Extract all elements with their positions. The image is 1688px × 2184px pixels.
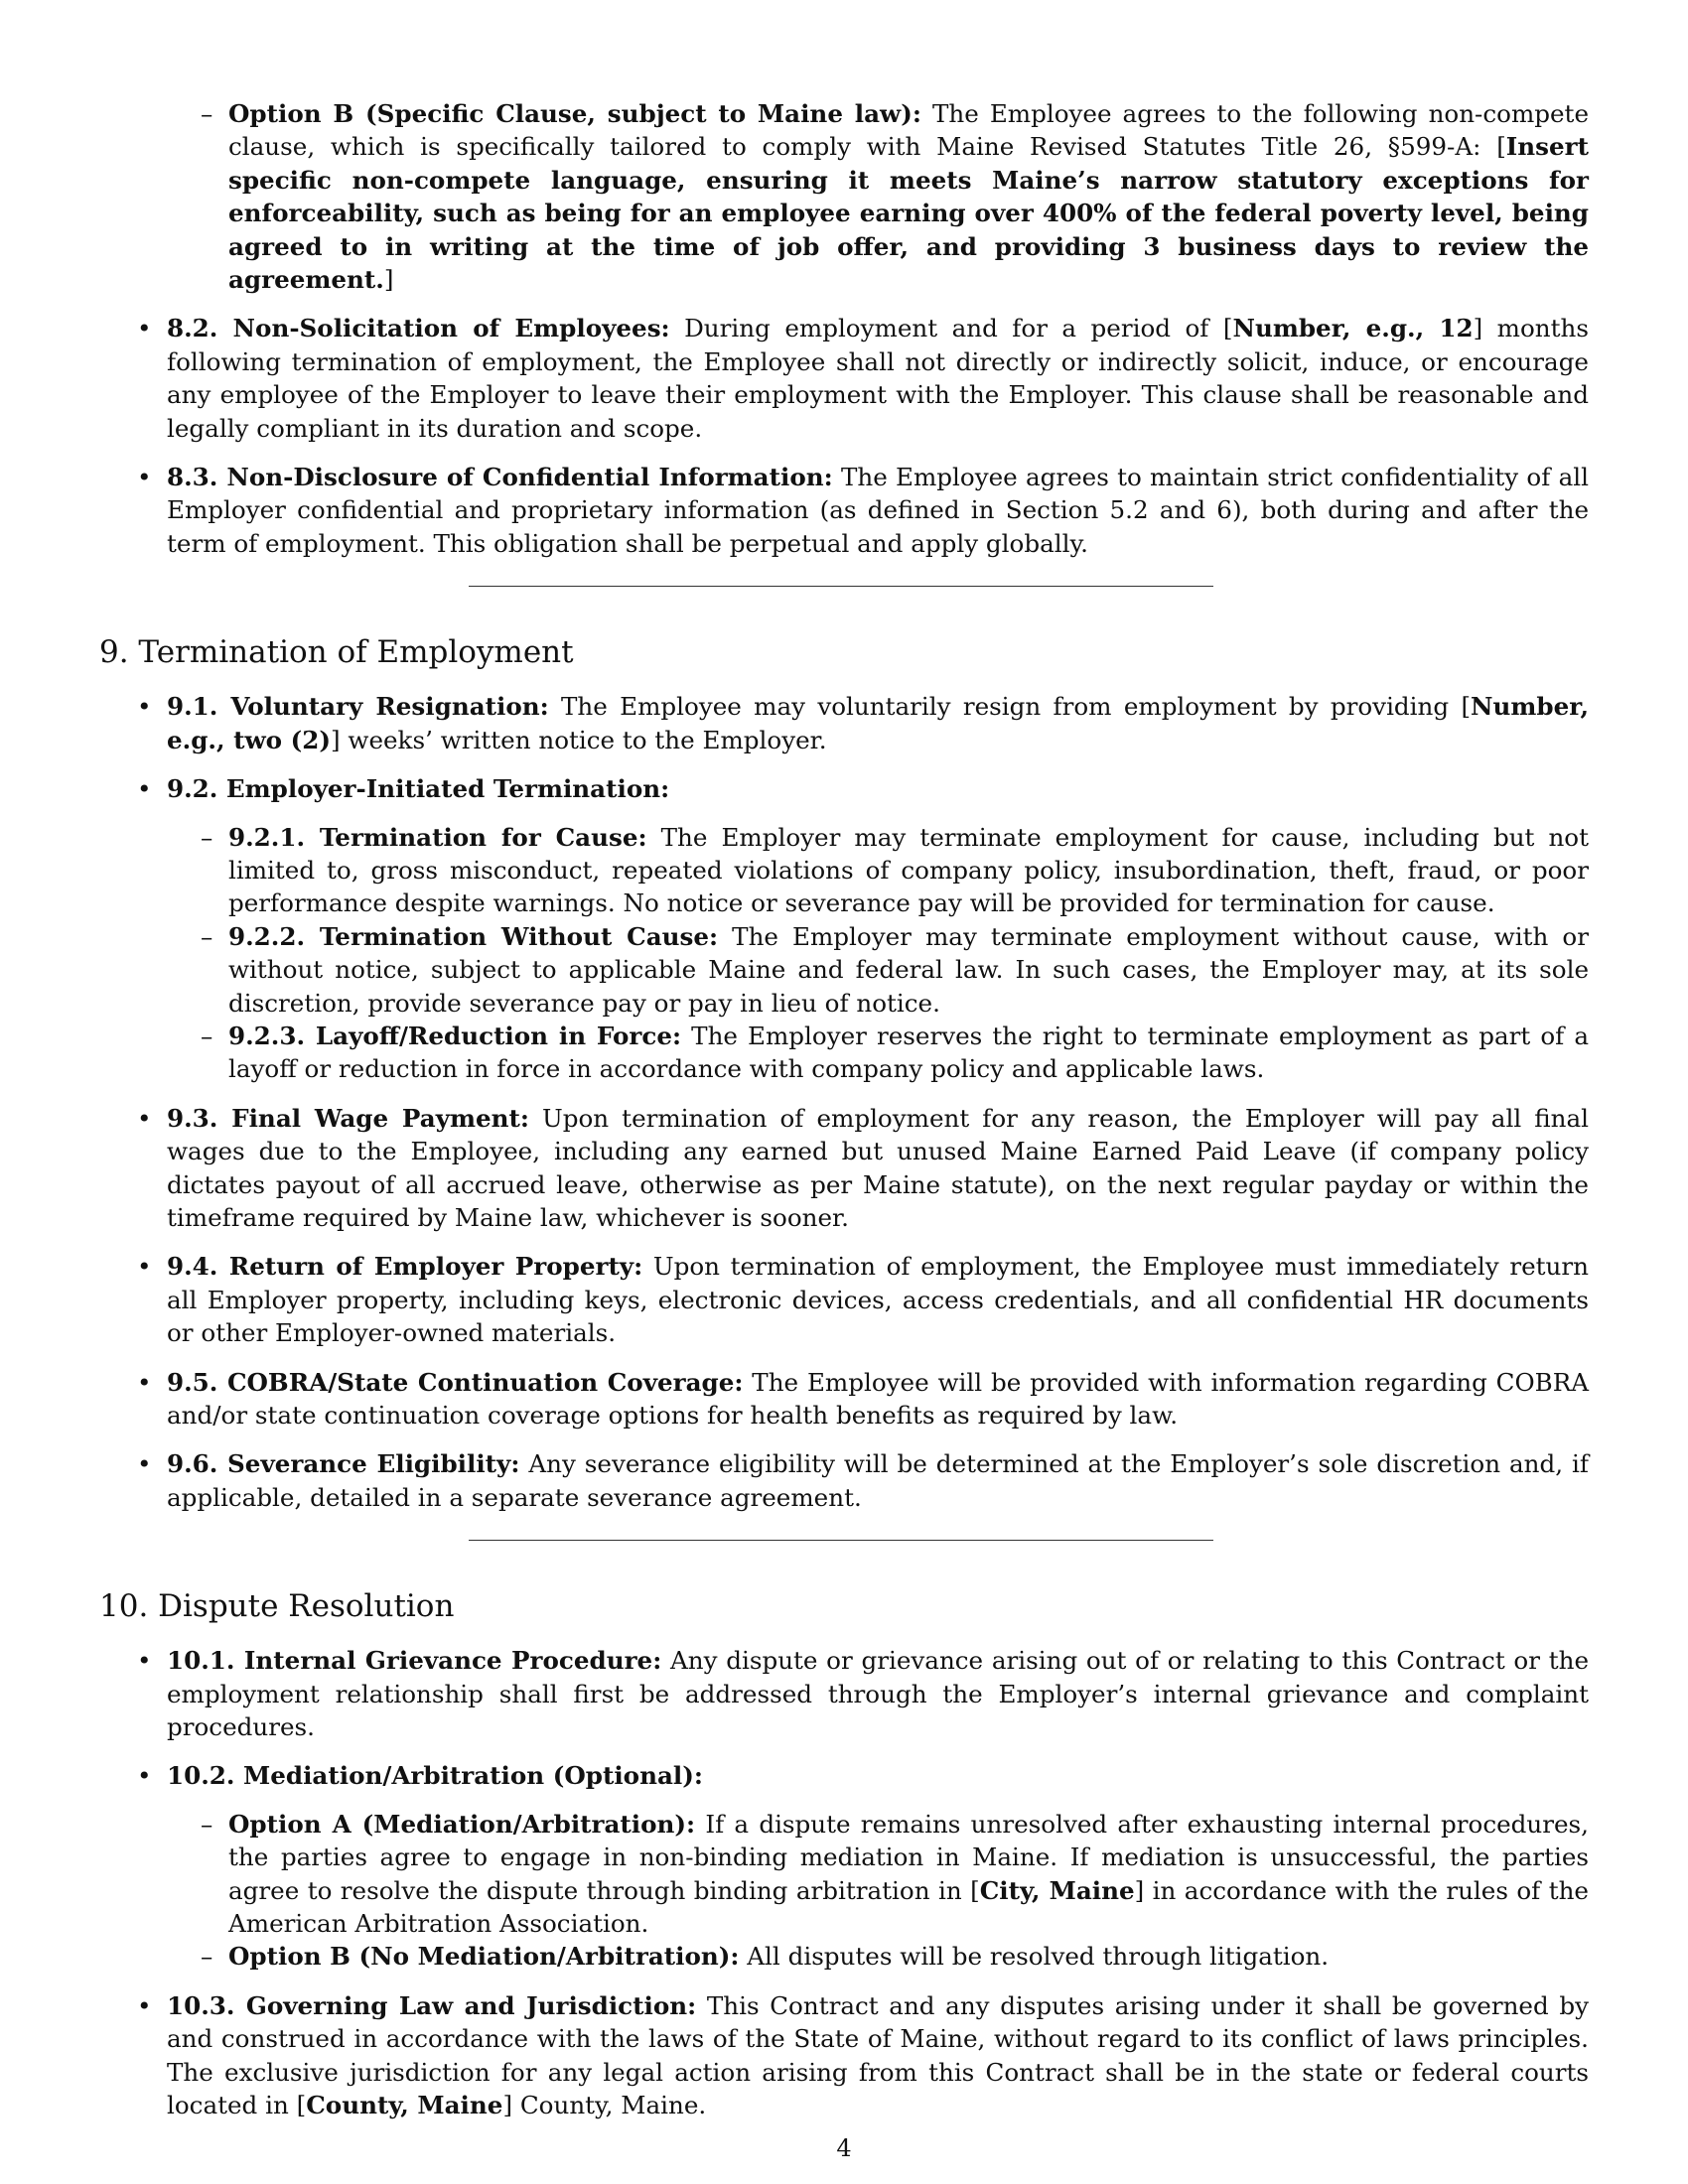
clause-label: 10.1. Internal Grievance Procedure: (167, 1646, 662, 1676)
clause-text: ] in accordance with the rules of the American Arbitration Association. (228, 1875, 1589, 1939)
clause-text: If a dispute remains unresolved after exhausting internal procedures, the parties agree to engage in non-binding mediation in Maine. If mediation is unsuccessful, the parties agree to resolve the dispute through binding arbitration in [ (228, 1809, 1589, 1905)
clause-label: Option A (Mediation/Arbitration): (228, 1809, 696, 1839)
clause-label: 9.5. COBRA/State Continuation Coverage: (167, 1367, 744, 1397)
clause-9-1 (99, 690, 1589, 756)
bullet-marker: • (137, 1103, 152, 1133)
dash-marker: – (201, 1021, 213, 1050)
page-number: 4 (836, 2134, 852, 2162)
clause-label: 9.2.1. Termination for Cause: (228, 822, 647, 852)
dash-marker: – (201, 99, 213, 128)
clause-label: 9.2.3. Layoff/Reduction in Force: (228, 1021, 682, 1050)
clause-9-2 (99, 772, 1589, 805)
clause-label: 9.1. Voluntary Resignation: (167, 692, 549, 722)
clause-text: The Employee will be provided with information regarding COBRA and/or state continuation coverage options for health benefits as required by law. (167, 1367, 1589, 1430)
clause-text: The Employer may terminate employment for cause, including but not limited to, gross misconduct, repeated violations of company policy, insubordination, theft, fraud, or poor performance despite warnings. No notice or severance pay will be provided for termination for cause. (228, 822, 1590, 918)
clause-10-1 (99, 1644, 1589, 1743)
document-page (99, 97, 1589, 2138)
clause-text: The Employer reserves the right to terminate employment as part of a layoff or reduction in force in accordance with company policy and applicable laws. (228, 1021, 1589, 1084)
dash-marker: – (201, 921, 213, 951)
bullet-marker: • (137, 1449, 152, 1479)
bullet-marker: • (137, 1252, 152, 1282)
bullet-marker: • (137, 1367, 152, 1397)
clause-bold-text: County, Maine (306, 2091, 503, 2120)
clause-text: Upon termination of employment, the Employee must immediately return all Employer property, including keys, electronic devices, access credentials, and all confidential HR documents or other Employer-owned materials. (167, 1252, 1589, 1348)
clause-text: Any dispute or grievance arising out of or relating to this Contract or the employment relationship shall first be addressed through the Employer’s internal grievance and complaint procedures. (167, 1646, 1589, 1742)
dash-marker: – (201, 1809, 213, 1839)
clause-label: 8.2. Non-Solicitation of Employees: (167, 314, 670, 343)
clause-label: 10.3. Governing Law and Jurisdiction: (167, 1990, 697, 2020)
section-heading-9: 9. Termination of Employment (99, 634, 574, 671)
clause-9-5 (99, 1366, 1589, 1433)
clause-bold-text: Number, e.g., 12 (1232, 314, 1474, 343)
clause-9-2-sublist (99, 821, 1589, 1086)
clause-9-3 (99, 1102, 1589, 1235)
option-b-litigation (99, 1940, 1589, 1973)
clause-8-3 (99, 461, 1589, 560)
section-heading-10: 10. Dispute Resolution (99, 1588, 455, 1625)
clause-text: ] months following termination of employment, the Employee shall not directly or indirectly solicit, induce, or encourage any employee of the Employer to leave their employment with the Employer. This clause shall be reasonable and legally compliant in its duration and scope. (167, 314, 1589, 443)
clause-text-end: ] (383, 265, 394, 295)
clause-text: ] County, Maine. (502, 2091, 707, 2120)
clause-bold-text: City, Maine (979, 1875, 1135, 1905)
clause-text: ] weeks’ written notice to the Employer. (330, 725, 827, 754)
clause-9-4 (99, 1250, 1589, 1349)
option-a-mediation (99, 1808, 1589, 1941)
clause-10-3 (99, 1989, 1589, 2122)
clause-text: The Employee may voluntarily resign from employment by providing [ (548, 692, 1472, 722)
section-divider (469, 1540, 1213, 1541)
clause-9-6 (99, 1447, 1589, 1514)
clause-bold-text: Number, e.g., two (2) (167, 692, 1590, 754)
bullet-marker: • (137, 692, 152, 722)
clause-text: This Contract and any disputes arising under it shall be governed by and construed in accordance with the laws of the State of Maine, without regard to its conflict of laws principles. The exclusive jurisdiction for any legal action arising from this Contract shall be in the state or federal courts located in [ (167, 1990, 1590, 2120)
bullet-marker: • (137, 1990, 152, 2020)
clause-text: The Employee agrees to maintain strict confidentiality of all Employer confidential and proprietary information (as defined in Section 5.2 and 6), both during and after the term of employment. This obligation shall be perpetual and apply globally. (167, 463, 1589, 558)
bullet-marker: • (137, 314, 152, 343)
clause-9-2-2 (99, 920, 1589, 1020)
clause-text: During employment and for a period of [ (669, 314, 1233, 343)
bullet-marker: • (137, 774, 152, 804)
section-divider (469, 586, 1213, 587)
clause-label: Option B (No Mediation/Arbitration): (228, 1942, 740, 1972)
clause-9-2-1 (99, 821, 1589, 920)
bullet-marker: • (137, 463, 152, 492)
clause-text: All disputes will be resolved through litigation. (739, 1942, 1330, 1972)
clause-text: The Employer may terminate employment without cause, with or without notice, subject to applicable Maine and federal law. In such cases, the Employer may, at its sole discretion, provide severance pay or pay in lieu of notice. (228, 921, 1589, 1018)
clause-label: 9.3. Final Wage Payment: (167, 1103, 529, 1133)
dash-marker: – (201, 1942, 213, 1972)
clause-9-2-3 (99, 1020, 1589, 1086)
option-b-non-compete (99, 97, 1589, 296)
clause-text: Any severance eligibility will be determined at the Employer’s sole discretion and, if applicable, detailed in a separate severance agreement. (167, 1449, 1589, 1512)
clause-label: 9.2.2. Termination Without Cause: (228, 921, 719, 951)
clause-8-2 (99, 312, 1589, 445)
bullet-marker: • (137, 1646, 152, 1676)
clause-10-2 (99, 1759, 1589, 1792)
clause-text: Upon termination of employment for any reason, the Employer will pay all final wages due to the Employee, including any earned but unused Maine Earned Paid Leave (if company policy dictates payout of all accrued leave, otherwise as per Maine statute), on the next regular payday or within the timeframe required by Maine law, whichever is sooner. (167, 1103, 1589, 1232)
clause-text: The Employee agrees to the following non-compete clause, which is specifically tailored to comply with Maine Revised Statutes Title 26, §599-A: [ (228, 99, 1589, 162)
clause-label: 9.2. Employer-Initiated Termination: (167, 774, 670, 804)
bullet-marker: • (137, 1761, 152, 1791)
clause-label: 9.6. Severance Eligibility: (167, 1449, 520, 1479)
clause-label: 8.3. Non-Disclosure of Confidential Information: (167, 463, 833, 492)
clause-bold-text: Insert specific non-compete language, ensuring it meets Maine’s narrow statutory exceptions for enforceability, such as being for an employee earning over 400% of the federal poverty level, being agreed to in writing at the time of job offer, and providing 3 business days to review the agreement. (228, 132, 1589, 295)
dash-marker: – (201, 822, 213, 852)
clause-10-2-sublist (99, 1808, 1589, 1974)
clause-label: 9.4. Return of Employer Property: (167, 1252, 643, 1282)
clause-label: 10.2. Mediation/Arbitration (Optional): (167, 1761, 703, 1791)
clause-label: Option B (Specific Clause, subject to Maine law): (228, 99, 921, 128)
